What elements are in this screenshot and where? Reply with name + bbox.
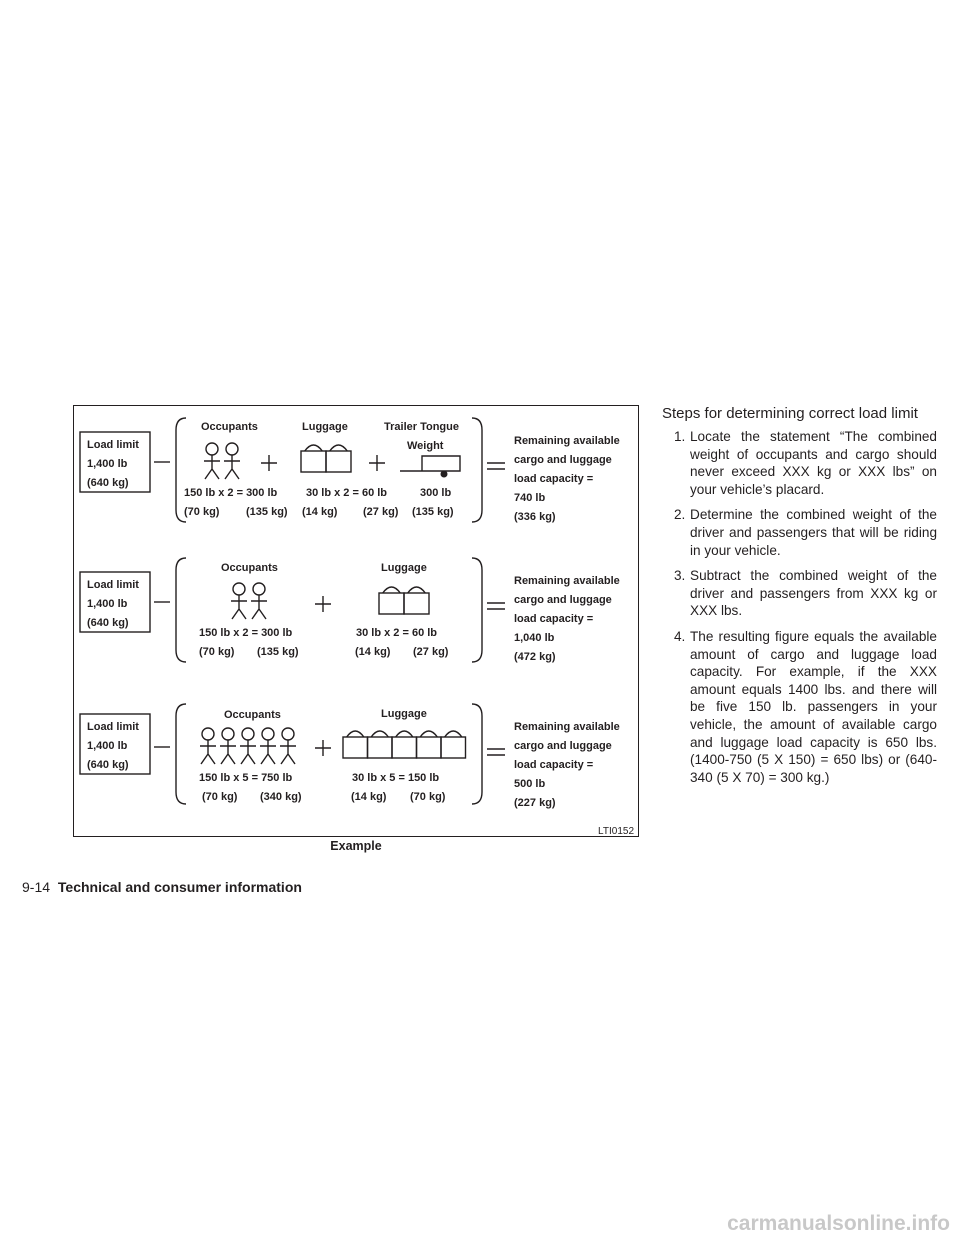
luggage-calc: 30 lb x 2 = 60 lb [356,627,438,639]
result-text: (227 kg) [514,797,556,809]
person-icon [224,443,240,479]
load-limit-text: (640 kg) [87,617,129,629]
person-icon [280,728,296,764]
figure-caption: Example [330,839,382,853]
equals-icon [487,603,505,609]
bracket-right [472,704,482,804]
equals-icon [487,463,505,469]
occupants-calc: 150 lb x 5 = 750 lb [199,772,293,784]
person-icon [251,583,267,619]
luggage-kg: (27 kg) [363,506,399,518]
result-text: cargo and luggage [514,454,612,466]
section-title: Technical and consumer information [57,879,302,895]
luggage-icon [392,731,417,758]
occupants-label: Occupants [224,709,281,721]
load-limit-text: (640 kg) [87,759,129,771]
result-text: load capacity = [514,473,594,485]
luggage-label: Luggage [381,562,427,574]
person-icon [260,728,276,764]
person-icon [200,728,216,764]
occupants-kg: (135 kg) [246,506,288,518]
luggage-icon [404,587,429,614]
load-limit-text: Load limit [87,579,139,591]
luggage-icon [368,731,393,758]
step-number: 1. [674,429,686,444]
steps-title: Steps for determining correct load limit [662,405,918,422]
plus-icon [315,740,331,756]
load-limit-text: 1,400 lb [87,598,128,610]
step-text: The resulting figure equals the available amount of cargo and luggage load capacity. For example, if the XXX amount equals 1400 lbs. and there will be five 150 lb. passengers in your vehicle, the amount of available cargo and luggage load capacity is 650 lbs. (1400-750 (5 X 150) = 650 lbs) or (640-340 (5 X 70) = 300 kg.) [690,628,937,785]
equals-icon [487,749,505,755]
figure-code: LTI0152 [598,826,634,837]
occupants-kg: (70 kg) [202,791,238,803]
load-limit-text: Load limit [87,721,139,733]
trailer-calc: 300 lb [420,487,452,499]
result-text: 1,040 lb [514,632,555,644]
load-limit-text: 1,400 lb [87,740,128,752]
load-limit-text: Load limit [87,439,139,451]
result-text: Remaining available [514,575,620,587]
luggage-icon [417,731,442,758]
trailer-label: Trailer Tongue [384,421,459,433]
bracket-left [176,558,186,662]
result-text: Remaining available [514,721,620,733]
luggage-label: Luggage [302,421,348,433]
occupants-kg: (135 kg) [257,646,299,658]
luggage-icon [343,731,368,758]
load-limit-diagram [74,406,640,838]
occupants-kg: (70 kg) [184,506,220,518]
luggage-label: Luggage [381,708,427,720]
result-text: 500 lb [514,778,546,790]
result-text: load capacity = [514,613,594,625]
step-number: 4. [674,628,686,644]
occupants-kg: (340 kg) [260,791,302,803]
luggage-kg: (14 kg) [355,646,391,658]
result-text: (472 kg) [514,651,556,663]
person-icon [220,728,236,764]
person-icon [240,728,256,764]
plus-icon [369,455,385,471]
step-item [662,428,937,498]
bracket-left [176,704,186,804]
occupants-kg: (70 kg) [199,646,235,658]
step-text: Subtract the combined weight of the driver and passengers from XXX kg or XXX lbs. [690,568,937,619]
step-item [662,506,937,559]
trailer-label: Weight [407,440,444,452]
load-limit-text: (640 kg) [87,477,129,489]
result-text: cargo and luggage [514,740,612,752]
load-limit-figure [73,405,639,837]
bracket-right [472,418,482,522]
person-icon [231,583,247,619]
result-text: cargo and luggage [514,594,612,606]
page-number: 9-14 [22,879,51,895]
luggage-calc: 30 lb x 5 = 150 lb [352,772,440,784]
step-number: 3. [674,568,686,584]
step-item [662,628,937,786]
luggage-icon [301,445,326,472]
step-number: 2. [674,507,686,523]
plus-icon [315,596,331,612]
luggage-kg: (14 kg) [302,506,338,518]
watermark: carmanualsonline.info [727,1212,950,1235]
luggage-icon [326,445,351,472]
luggage-kg: (14 kg) [351,791,387,803]
occupants-calc: 150 lb x 2 = 300 lb [199,627,293,639]
occupants-calc: 150 lb x 2 = 300 lb [184,487,278,499]
trailer-kg: (135 kg) [412,506,454,518]
luggage-kg: (27 kg) [413,646,449,658]
occupants-label: Occupants [201,421,258,433]
steps-section [662,405,937,794]
page-footer [22,879,302,895]
result-text: (336 kg) [514,511,556,523]
result-text: Remaining available [514,435,620,447]
person-icon [204,443,220,479]
luggage-icon [441,731,466,758]
step-item [662,567,937,620]
plus-icon [261,455,277,471]
result-text: 740 lb [514,492,546,504]
trailer-hitch-icon [400,456,460,478]
step-text: Determine the combined weight of the driver and passengers that will be riding in your vehicle. [690,507,937,558]
result-text: load capacity = [514,759,594,771]
luggage-kg: (70 kg) [410,791,446,803]
step-text: Locate the statement “The combined weight of occupants and cargo should never exceed XXX kg or XXX lbs” on your vehicle’s placard. [690,429,937,497]
bracket-right [472,558,482,662]
occupants-label: Occupants [221,562,278,574]
luggage-icon [379,587,404,614]
load-limit-text: 1,400 lb [87,458,128,470]
luggage-calc: 30 lb x 2 = 60 lb [306,487,388,499]
